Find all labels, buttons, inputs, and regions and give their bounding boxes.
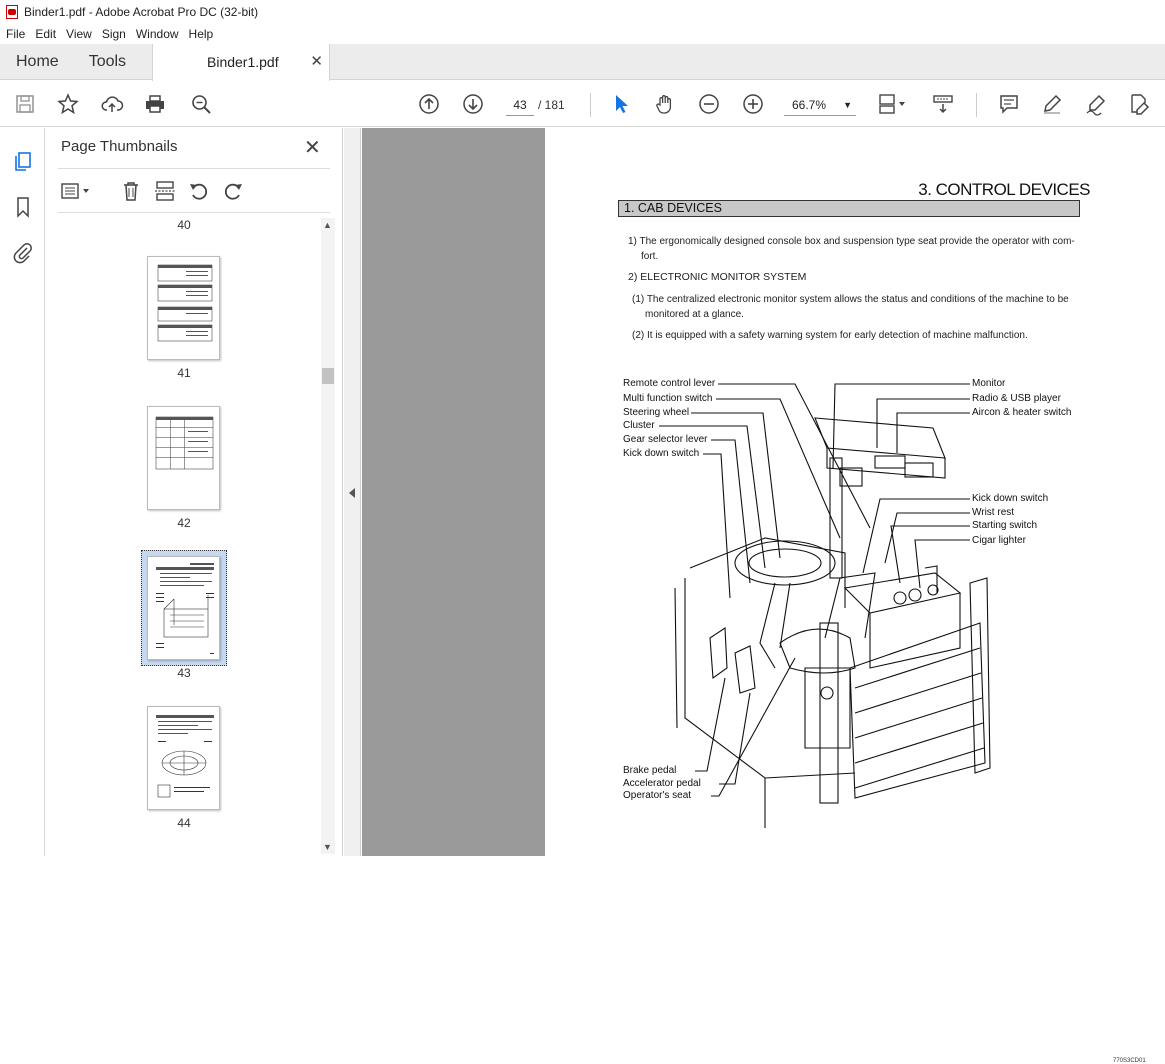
printer-icon bbox=[144, 93, 166, 115]
page-thumbnails-icon bbox=[12, 150, 34, 172]
callout-remote-control-lever: Remote control lever bbox=[623, 378, 716, 389]
edit-document-icon bbox=[1128, 93, 1150, 115]
paragraph-2: 2) ELECTRONIC MONITOR SYSTEM bbox=[628, 271, 807, 283]
thumbnail-label-42: 42 bbox=[177, 516, 191, 530]
thumbnail-page-41[interactable] bbox=[147, 256, 220, 360]
arrow-up-circle-icon bbox=[418, 93, 440, 115]
scrollbar-thumb[interactable] bbox=[322, 368, 334, 384]
star-icon bbox=[57, 93, 79, 115]
hand-icon bbox=[654, 93, 676, 115]
thumbnail-page-44[interactable] bbox=[147, 706, 220, 810]
fit-page-icon bbox=[877, 93, 907, 115]
rotate-counterclockwise-button[interactable] bbox=[186, 178, 212, 204]
menu-help[interactable]: Help bbox=[188, 27, 214, 41]
callout-kick-down-switch-left: Kick down switch bbox=[623, 448, 700, 459]
tab-home[interactable]: Home bbox=[16, 52, 59, 70]
highlight-button[interactable] bbox=[1039, 91, 1065, 117]
thumbnail-label-41: 41 bbox=[177, 366, 191, 380]
sign-pen-icon bbox=[1085, 93, 1107, 115]
thumbnail-label-43: 43 bbox=[177, 666, 191, 680]
thumbnail-scrollbar[interactable] bbox=[321, 218, 335, 854]
trash-icon bbox=[120, 180, 142, 202]
thumbnail-preview bbox=[148, 557, 221, 661]
figure-id: 770S3CD01 bbox=[1113, 1058, 1146, 1064]
title-bar bbox=[0, 0, 1165, 24]
pointer-arrow-icon bbox=[610, 93, 632, 115]
thumbnail-page-43[interactable] bbox=[147, 556, 220, 660]
menu-window[interactable]: Window bbox=[135, 27, 179, 41]
plus-circle-icon bbox=[742, 93, 764, 115]
thumbnail-list bbox=[58, 214, 318, 854]
page-display-button[interactable] bbox=[874, 91, 910, 117]
zoom-level-value: 66.7% bbox=[792, 98, 827, 112]
callout-accelerator-pedal: Accelerator pedal bbox=[623, 778, 701, 789]
save-button[interactable] bbox=[12, 91, 38, 117]
search-zoom-icon bbox=[190, 93, 212, 115]
callout-cluster: Cluster bbox=[623, 420, 655, 431]
options-list-icon bbox=[59, 180, 93, 202]
callout-starting-switch: Starting switch bbox=[972, 520, 1038, 531]
thumbnail-page-42[interactable] bbox=[147, 406, 220, 510]
select-tool-button[interactable] bbox=[608, 91, 634, 117]
left-navigation-rail bbox=[0, 128, 45, 856]
menu-file[interactable]: File bbox=[6, 27, 26, 41]
scroll-down-icon bbox=[932, 93, 954, 115]
fill-sign-button[interactable] bbox=[1083, 91, 1109, 117]
bookmark-star-button[interactable] bbox=[55, 91, 81, 117]
attachments-rail-button[interactable] bbox=[10, 240, 36, 266]
upload-button[interactable] bbox=[99, 91, 125, 117]
page-total: / 181 bbox=[538, 98, 565, 112]
insert-pages-button[interactable] bbox=[152, 178, 178, 204]
next-page-button[interactable] bbox=[460, 91, 486, 117]
menu-view[interactable]: View bbox=[66, 27, 92, 41]
callout-operators-seat: Operator's seat bbox=[623, 790, 692, 801]
minus-circle-icon bbox=[698, 93, 720, 115]
comment-icon bbox=[998, 93, 1020, 115]
document-heading: 3. CONTROL DEVICES bbox=[918, 180, 1090, 199]
callout-kick-down-switch-right: Kick down switch bbox=[972, 493, 1049, 504]
tab-document-label: Binder1.pdf bbox=[207, 54, 279, 70]
tab-tools[interactable]: Tools bbox=[88, 52, 127, 70]
scroll-mode-button[interactable] bbox=[930, 91, 956, 117]
panel-title: Page Thumbnails bbox=[61, 138, 178, 155]
collapse-left-icon bbox=[349, 488, 355, 498]
toolbar-divider bbox=[590, 93, 591, 117]
save-icon bbox=[14, 93, 36, 115]
tab-bar bbox=[0, 44, 1165, 80]
insert-page-icon bbox=[154, 180, 176, 202]
main-toolbar bbox=[0, 81, 1165, 127]
scroll-up-icon[interactable]: ▲ bbox=[323, 220, 332, 230]
close-tab-icon[interactable]: ✕ bbox=[310, 53, 323, 70]
thumbnail-label-44: 44 bbox=[177, 816, 191, 830]
toolbar-divider bbox=[976, 93, 977, 117]
page-thumbnails-panel bbox=[46, 128, 343, 856]
delete-pages-button[interactable] bbox=[118, 178, 144, 204]
paragraph-1-line-1: 1) The ergonomically designed console box and suspension type seat provide the operator with com- bbox=[628, 236, 1075, 247]
edit-pdf-button[interactable] bbox=[1126, 91, 1152, 117]
highlighter-pen-icon bbox=[1041, 93, 1063, 115]
hand-tool-button[interactable] bbox=[652, 91, 678, 117]
panel-divider bbox=[58, 168, 330, 169]
scroll-down-arrow-icon[interactable]: ▼ bbox=[323, 842, 332, 852]
callout-radio-usb-player: Radio & USB player bbox=[972, 393, 1061, 404]
find-button[interactable] bbox=[188, 91, 214, 117]
paragraph-4: (2) It is equipped with a safety warning system for early detection of machine malfunction. bbox=[632, 330, 1028, 341]
thumbnail-preview bbox=[148, 257, 221, 361]
rotate-left-icon bbox=[188, 180, 210, 202]
zoom-in-button[interactable] bbox=[740, 91, 766, 117]
cab-devices-diagram bbox=[615, 368, 1146, 1064]
arrow-down-circle-icon bbox=[462, 93, 484, 115]
panel-collapse-handle[interactable] bbox=[344, 128, 361, 856]
bookmark-icon bbox=[12, 196, 34, 218]
rotate-right-icon bbox=[222, 180, 244, 202]
pdf-page bbox=[545, 128, 1165, 1064]
section-heading: 1. CAB DEVICES bbox=[618, 200, 1080, 217]
callout-steering-wheel: Steering wheel bbox=[623, 407, 690, 418]
callout-gear-selector-lever: Gear selector lever bbox=[623, 434, 708, 445]
previous-page-button[interactable] bbox=[416, 91, 442, 117]
document-viewport[interactable] bbox=[362, 128, 1165, 1064]
menu-edit[interactable]: Edit bbox=[35, 27, 57, 41]
callout-brake-pedal: Brake pedal bbox=[623, 765, 677, 776]
zoom-level-select[interactable] bbox=[784, 94, 856, 116]
callout-aircon-heater-switch: Aircon & heater switch bbox=[972, 407, 1072, 418]
panel-divider bbox=[58, 212, 330, 213]
menu-sign[interactable]: Sign bbox=[101, 27, 126, 41]
bookmarks-rail-button[interactable] bbox=[10, 194, 36, 220]
comment-button[interactable] bbox=[996, 91, 1022, 117]
chevron-down-icon: ▼ bbox=[843, 100, 852, 110]
window-title: Binder1.pdf - Adobe Acrobat Pro DC (32-bit) bbox=[24, 5, 259, 19]
page-number-input[interactable]: 43 bbox=[506, 94, 534, 116]
callout-monitor: Monitor bbox=[972, 378, 1006, 389]
tab-document[interactable] bbox=[152, 44, 330, 81]
rotate-clockwise-button[interactable] bbox=[220, 178, 246, 204]
paperclip-icon bbox=[12, 242, 34, 264]
acrobat-pdf-icon bbox=[6, 5, 18, 19]
callout-wrist-rest: Wrist rest bbox=[972, 507, 1015, 518]
cloud-upload-icon bbox=[101, 93, 123, 115]
paragraph-3-line-1: (1) The centralized electronic monitor system allows the status and conditions of the machine to be bbox=[632, 294, 1069, 305]
page-thumbnails-rail-button[interactable] bbox=[10, 148, 36, 174]
thumbnail-options-button[interactable] bbox=[58, 178, 94, 204]
paragraph-3-line-2: monitored at a glance. bbox=[645, 309, 744, 320]
zoom-out-button[interactable] bbox=[696, 91, 722, 117]
callout-cigar-lighter: Cigar lighter bbox=[972, 535, 1026, 546]
thumbnail-preview bbox=[148, 407, 221, 511]
paragraph-1-line-2: fort. bbox=[641, 251, 659, 262]
thumbnail-label-40: 40 bbox=[177, 218, 191, 232]
close-panel-icon[interactable]: ✕ bbox=[304, 137, 321, 159]
callout-multi-function-switch: Multi function switch bbox=[623, 393, 713, 404]
thumbnail-preview bbox=[148, 707, 221, 811]
menu-bar bbox=[0, 24, 1165, 44]
print-button[interactable] bbox=[142, 91, 168, 117]
